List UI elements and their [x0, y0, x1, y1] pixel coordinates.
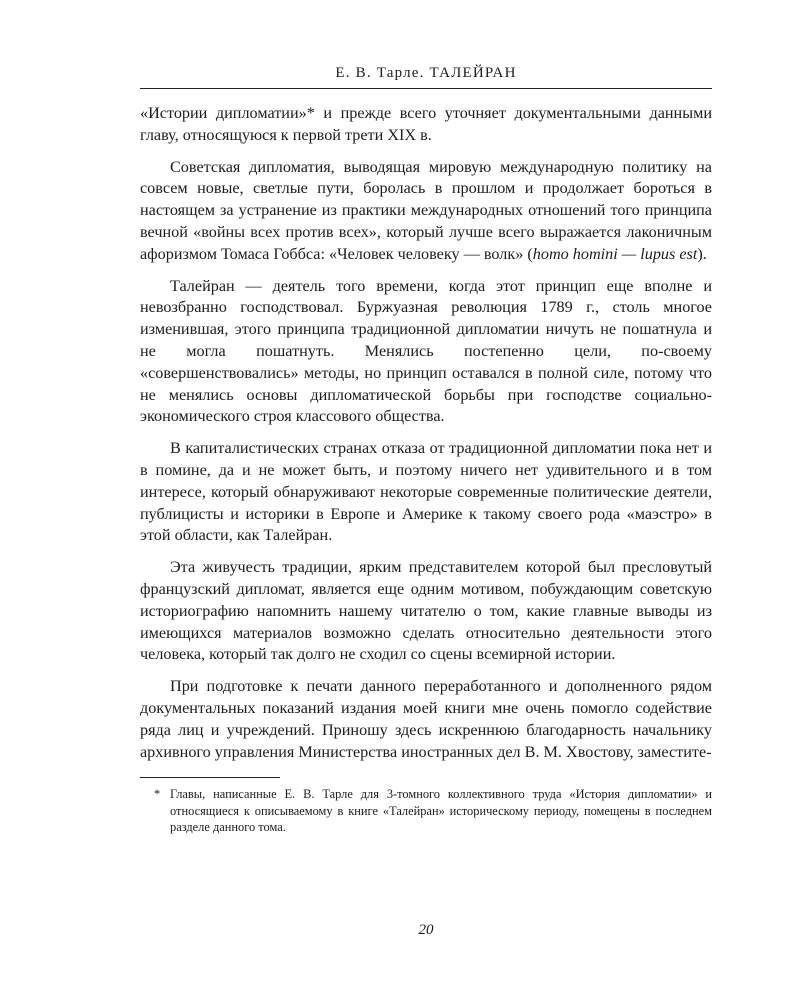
header-rule	[140, 88, 712, 89]
body-text	[140, 103, 712, 763]
book-page	[140, 62, 712, 836]
latin-quote: homo homini — lupus est	[532, 244, 698, 263]
paragraph-5: Эта живучесть традиции, ярким представителем которой был пресловутый французский дипломат, является еще одним мотивом, побуждающим советскую историографию напомнить нашему читателю о том, какие главные выводы из имеющихся материалов возможно сделать относительно деятельности этого человека, который так долго не сходил со сцены всемирной истории.	[140, 558, 712, 664]
running-head: Е. В. Тарле. ТАЛЕЙРАН	[335, 65, 517, 81]
footnote	[140, 786, 712, 836]
footnote-rule	[140, 777, 280, 778]
paragraph-6: При подготовке к печати данного переработанного и дополненного рядом документальных показаний издания моей книги мне очень помогло содействие ряда лиц и учреждений. Приношу здесь искреннюю благодарность начальнику архивного управления Министерства иностранных дел В. М. Хвостову, заместите-	[140, 677, 712, 761]
footnote-mark: *	[154, 787, 161, 802]
paragraph-4: В капиталистических странах отказа от традиционной дипломатии пока нет и в помине, да и не может быть, и поэтому ничего нет удивительного и в том интересе, который обнаруживают некоторые современные политические деятели, публицисты и историки в Европе и Америке к такому своего рода «маэстро» в этой области, как Талейран.	[140, 439, 712, 545]
paragraph-2-text: Советская дипломатия, выводящая мировую международную политику на совсем новые, светлые пути, боролась в прошлом и продолжает бороться в настоящем за устранение из практики международных отношений того принципа вечной «войны всех против всех», который лучше всего выражается лаконичным афоризмом Томаса Гоббса: «Человек человеку — волк» (	[140, 157, 712, 263]
paragraph-3: Талейран — деятель того времени, когда этот принцип еще вполне и невозбранно господствовал. Буржуазная революция 1789 г., столь многое изменившая, этого принципа традиционной дипломатии ничуть не пошатнула и не могла пошатнуть. Менялись постепенно цели, по-своему «совершенствовались» методы, но принцип оставался в полной силе, потому что не менялись основы дипломатической борьбы при господстве социально-экономического строя классового общества.	[140, 276, 712, 426]
paragraph-2	[140, 157, 712, 266]
latin-quote-close: ).	[697, 244, 707, 263]
footnote-text: Главы, написанные Е. В. Тарле для 3-томного коллективного труда «История дипломатии» и относящиеся к описываемому в книге «Талейран» историческому периоду, помещены в последнем разделе данного тома.	[170, 787, 712, 835]
page-number: 20	[418, 922, 434, 938]
paragraph-1: «Истории дипломатии»* и прежде всего уточняет документальными данными главу, относящуюся к первой трети XIX в.	[140, 104, 712, 144]
